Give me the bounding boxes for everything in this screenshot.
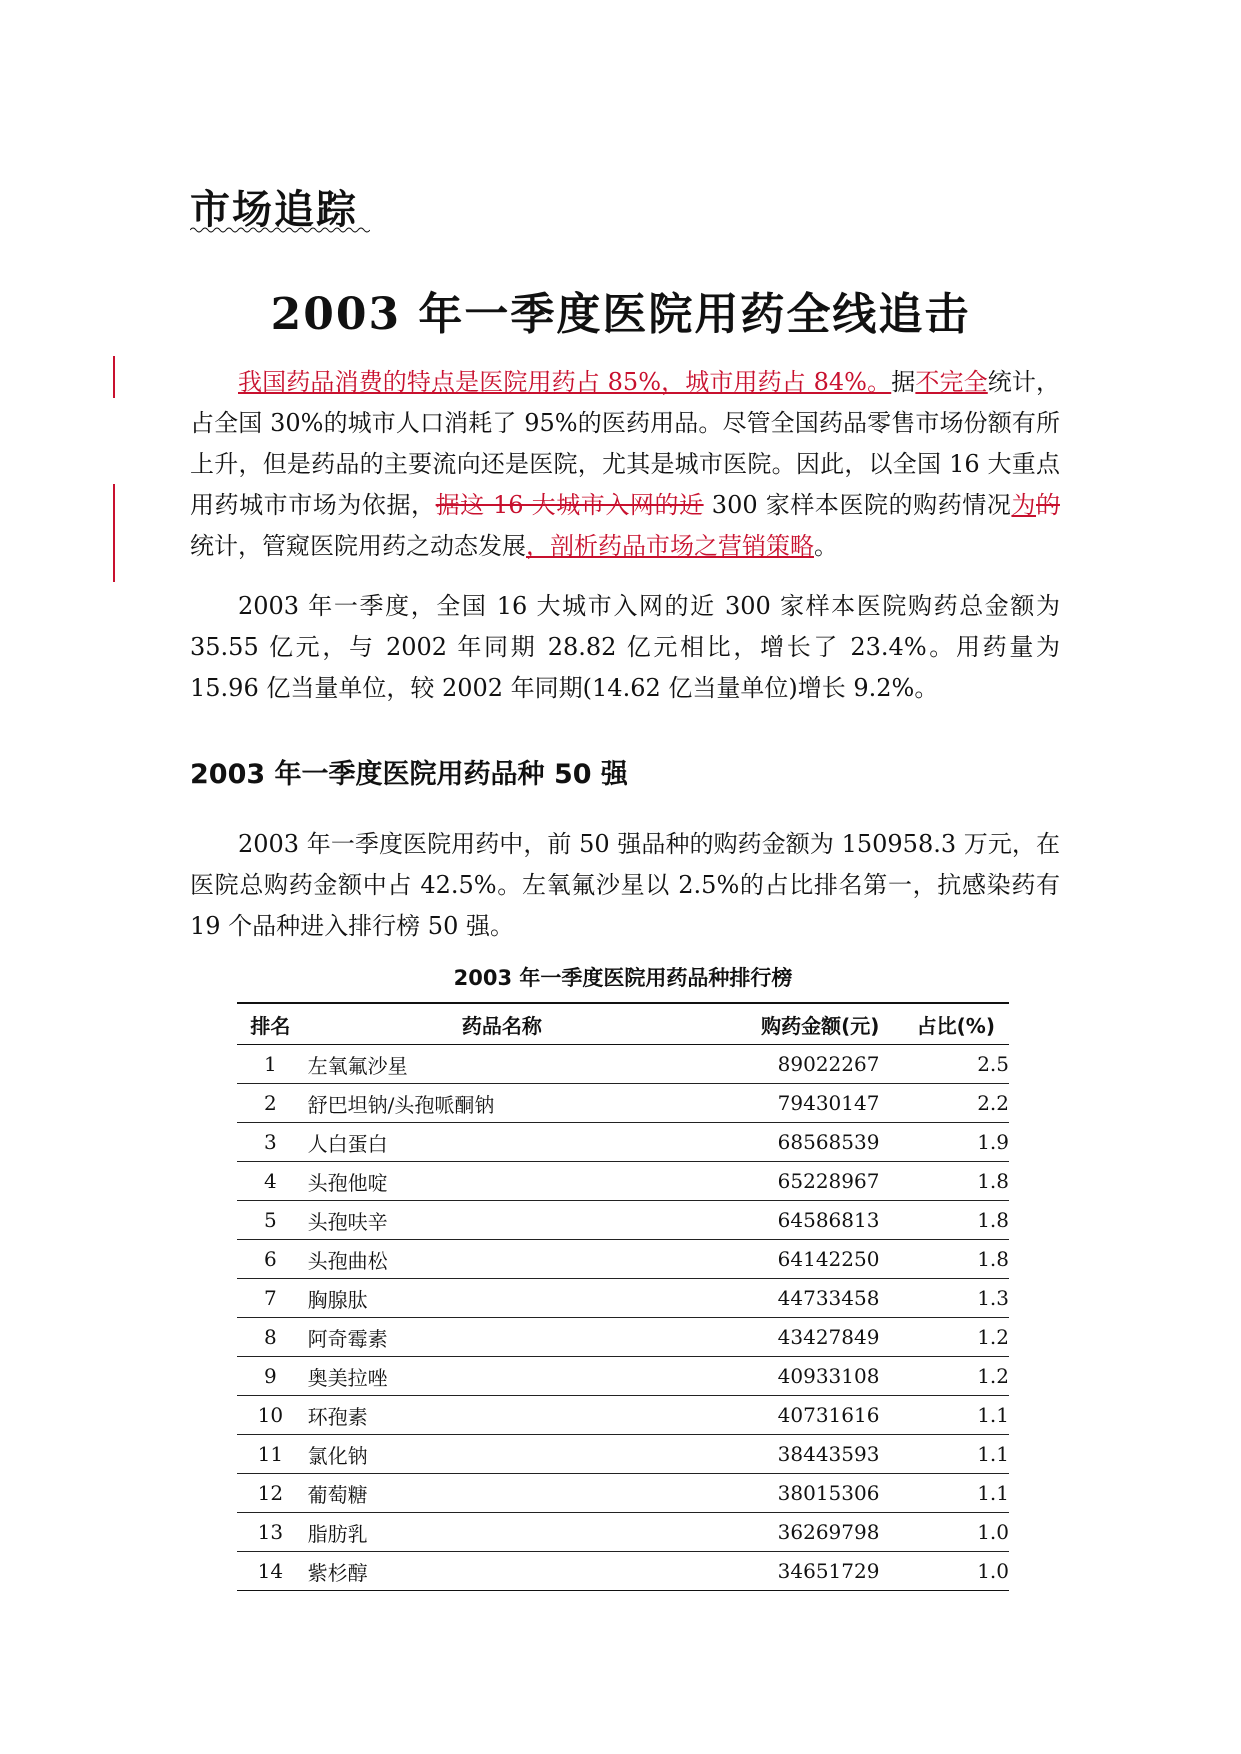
header-amount: 购药金额(元): [696, 1003, 879, 1045]
cell-rank: 4: [237, 1162, 304, 1201]
document-title: 2003 年一季度医院用药全线追击: [270, 289, 971, 340]
cell-rank: 2: [237, 1084, 304, 1123]
table-row: [237, 1357, 1009, 1396]
cell-drug-name: 阿奇霉素: [304, 1318, 696, 1357]
body-text: 统计，管窥医院用药之动态发展: [190, 532, 526, 560]
paragraph-summary: 2003 年一季度，全国 16 大城市入网的近 300 家样本医院购药总金额为 35.55 亿元，与 2002 年同期 28.82 亿元相比，增长了 23.4%。用药量为 15.96 亿当量单位，较 2002 年同期(14.62 亿当量单位)增长 9.2%。: [190, 592, 1060, 702]
header-drug-name: 药品名称: [304, 1003, 696, 1045]
deleted-text: 的: [1036, 491, 1060, 519]
cell-drug-name: 左氧氟沙星: [304, 1045, 696, 1084]
cell-rank: 13: [237, 1513, 304, 1552]
wavy-underline: [190, 226, 370, 234]
cell-share: 1.8: [879, 1240, 1009, 1279]
cell-drug-name: 舒巴坦钠/头孢哌酮钠: [304, 1084, 696, 1123]
cell-share: 1.8: [879, 1162, 1009, 1201]
cell-rank: 10: [237, 1396, 304, 1435]
revision-bar: [113, 484, 115, 582]
revision-bar: [113, 356, 115, 398]
cell-rank: 7: [237, 1279, 304, 1318]
cell-drug-name: 胸腺肽: [304, 1279, 696, 1318]
table-caption: 2003 年一季度医院用药品种排行榜: [453, 966, 793, 990]
cell-drug-name: 葡萄糖: [304, 1474, 696, 1513]
body-text: 300 家样本医院的购药情况: [703, 491, 1012, 519]
inserted-text: ，剖析药品市场之营销策略: [526, 532, 814, 560]
cell-rank: 8: [237, 1318, 304, 1357]
body-text: 据: [891, 368, 916, 396]
cell-rank: 11: [237, 1435, 304, 1474]
cell-drug-name: 氯化钠: [304, 1435, 696, 1474]
ranking-table: [237, 1002, 1009, 1591]
cell-amount: 40933108: [696, 1357, 879, 1396]
inserted-text: 不完全: [915, 368, 988, 396]
paragraph-intro: [190, 362, 1060, 567]
cell-amount: 65228967: [696, 1162, 879, 1201]
inserted-text: 为: [1011, 491, 1036, 519]
table-row: [237, 1552, 1009, 1591]
cell-share: 1.3: [879, 1279, 1009, 1318]
cell-share: 1.1: [879, 1435, 1009, 1474]
cell-drug-name: 人白蛋白: [304, 1123, 696, 1162]
cell-share: 1.8: [879, 1201, 1009, 1240]
cell-drug-name: 头孢呋辛: [304, 1201, 696, 1240]
cell-share: 2.2: [879, 1084, 1009, 1123]
cell-amount: 89022267: [696, 1045, 879, 1084]
cell-amount: 38443593: [696, 1435, 879, 1474]
cell-share: 1.0: [879, 1552, 1009, 1591]
cell-amount: 40731616: [696, 1396, 879, 1435]
table-row: [237, 1279, 1009, 1318]
header-share: 占比(%): [879, 1003, 1009, 1045]
table-row: [237, 1474, 1009, 1513]
body-text: 。: [814, 532, 838, 560]
deleted-text: 据这 16 大城市入网的近: [435, 491, 704, 519]
cell-rank: 5: [237, 1201, 304, 1240]
paragraph-top50: 2003 年一季度医院用药中，前 50 强品种的购药金额为 150958.3 万元，在医院总购药金额中占 42.5%。左氧氟沙星以 2.5%的占比排名第一，抗感染药有 19 个品种进入排行榜 50 强。: [190, 830, 1060, 940]
cell-amount: 38015306: [696, 1474, 879, 1513]
cell-drug-name: 奥美拉唑: [304, 1357, 696, 1396]
table-row: [237, 1045, 1009, 1084]
cell-amount: 68568539: [696, 1123, 879, 1162]
cell-share: 1.9: [879, 1123, 1009, 1162]
table-row: [237, 1240, 1009, 1279]
cell-drug-name: 头孢他啶: [304, 1162, 696, 1201]
cell-rank: 12: [237, 1474, 304, 1513]
cell-drug-name: 紫杉醇: [304, 1552, 696, 1591]
cell-rank: 9: [237, 1357, 304, 1396]
cell-drug-name: 脂肪乳: [304, 1513, 696, 1552]
cell-rank: 14: [237, 1552, 304, 1591]
cell-amount: 34651729: [696, 1552, 879, 1591]
cell-amount: 64586813: [696, 1201, 879, 1240]
cell-amount: 44733458: [696, 1279, 879, 1318]
cell-share: 1.2: [879, 1357, 1009, 1396]
cell-share: 1.0: [879, 1513, 1009, 1552]
cell-amount: 36269798: [696, 1513, 879, 1552]
cell-share: 1.2: [879, 1318, 1009, 1357]
cell-drug-name: 环孢素: [304, 1396, 696, 1435]
table-row: [237, 1396, 1009, 1435]
cell-amount: 79430147: [696, 1084, 879, 1123]
section-heading: 2003 年一季度医院用药品种 50 强: [190, 759, 628, 790]
table-row: [237, 1201, 1009, 1240]
cell-rank: 3: [237, 1123, 304, 1162]
table-row: [237, 1435, 1009, 1474]
cell-amount: 64142250: [696, 1240, 879, 1279]
inserted-text: 我国药品消费的特点是医院用药占 85%，城市用药占 84%。: [238, 368, 892, 396]
body-text: 统计，占全国 30%的城市人口消耗了 95%的医药用品。尽管全国药品零售市场份额有所上升，但是药品的主要流向还是医院，尤其是城市医院。因此，以全国 16 大重点用药城市市场为依据，: [190, 368, 1061, 519]
table-row: [237, 1084, 1009, 1123]
cell-share: 1.1: [879, 1396, 1009, 1435]
table-header-row: [237, 1003, 1009, 1045]
table-row: [237, 1318, 1009, 1357]
header-rank: 排名: [237, 1003, 304, 1045]
table-row: [237, 1123, 1009, 1162]
cell-share: 2.5: [879, 1045, 1009, 1084]
table-row: [237, 1162, 1009, 1201]
cell-amount: 43427849: [696, 1318, 879, 1357]
section-tag: 市场追踪: [190, 187, 358, 233]
cell-rank: 1: [237, 1045, 304, 1084]
table-row: [237, 1513, 1009, 1552]
cell-drug-name: 头孢曲松: [304, 1240, 696, 1279]
cell-share: 1.1: [879, 1474, 1009, 1513]
cell-rank: 6: [237, 1240, 304, 1279]
